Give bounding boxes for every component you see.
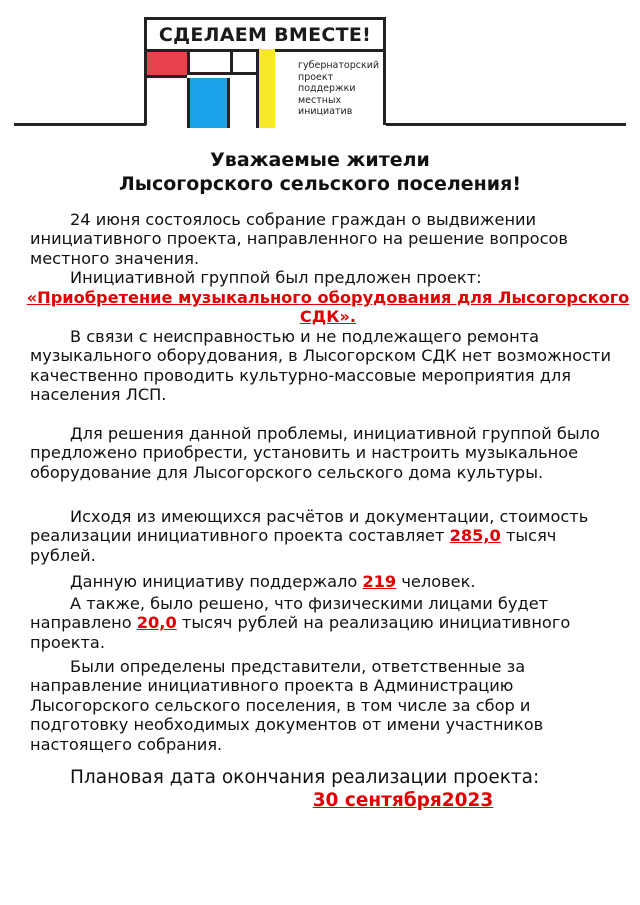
paragraph-meeting: 24 июня состоялось собрание граждан о выдвижении инициативного проекта, направленного на решение вопросов местного значения.: [30, 210, 568, 268]
paragraph-problem: В связи с неисправностью и не подлежащего ремонта музыкального оборудования, в Лысогорском СДК нет возможности качественно проводить культурно-массовые мероприятия для населения ЛСП.: [30, 327, 611, 405]
logo-white-block: [230, 78, 256, 128]
contribution-text: А также, было решено, что физическими лицами будет направлено: [30, 594, 549, 633]
logo-subtitle-line: инициатив: [298, 106, 353, 117]
logo-blue-block: [187, 78, 230, 128]
paragraph-contribution: [30, 594, 620, 652]
header-rule-left: [14, 123, 146, 126]
logo-subtitle-line: поддержки: [298, 83, 356, 94]
cost-value: 285,0: [449, 526, 501, 546]
paragraph-cost: [30, 507, 620, 565]
final-date: [0, 789, 640, 812]
final-date-label: Плановая дата окончания реализации проекта:: [70, 767, 540, 788]
logo-subtitle-line: местных: [298, 94, 342, 106]
logo-subtitle: [298, 60, 386, 118]
final-date-value: 30 сентября2023: [312, 790, 494, 811]
logo-yellow-block: [256, 49, 275, 128]
support-value: 219: [362, 572, 397, 591]
paragraph-representatives: Были определены представители, ответственные за направление инициативного проекта в Администрацию Лысогорского сельского поселения, в том числе за сбор и подготовку необходимых документов от имени участников настоящего собрания.: [30, 657, 544, 754]
support-text: Данную инициативу поддержало: [70, 572, 358, 591]
logo-red-block: [147, 52, 187, 75]
logo-title: СДЕЛАЕМ ВМЕСТЕ!: [147, 20, 383, 52]
logo-white-block: [187, 49, 230, 75]
contribution-tail: тысяч рублей на реализацию инициативного проекта.: [30, 613, 571, 652]
heading-line-2: Лысогорского сельского поселения!: [119, 173, 521, 195]
contribution-value: 20,0: [136, 613, 177, 633]
paragraph-solution: Для решения данной проблемы, инициативной группой было предложено приобрести, установить и настроить музыкальное оборудование для Лысогорского сельского дома культуры.: [30, 424, 600, 482]
project-name: [0, 288, 640, 327]
cost-tail: тысяч рублей.: [30, 526, 557, 565]
logo-mosaic: [147, 49, 275, 128]
logo-subtitle-line: проект: [298, 71, 334, 83]
logo-subtitle-line: губернаторский: [298, 60, 380, 71]
header-rule-right: [386, 123, 626, 126]
support-tail: человек.: [401, 572, 476, 591]
cost-text: Исходя из имеющихся расчётов и документации, стоимость реализации инициативного проекта составляет: [30, 507, 589, 546]
logo-white-block: [230, 49, 256, 75]
logo-white-block: [147, 78, 187, 128]
heading-line-1: Уважаемые жители: [210, 149, 430, 171]
logo: [144, 17, 386, 125]
paragraph-proposal: Инициативной группой был предложен проект:: [70, 268, 482, 287]
paragraph-support: [30, 572, 620, 591]
project-name-text: «Приобретение музыкального оборудования для Лысогорского СДК».: [26, 288, 630, 327]
